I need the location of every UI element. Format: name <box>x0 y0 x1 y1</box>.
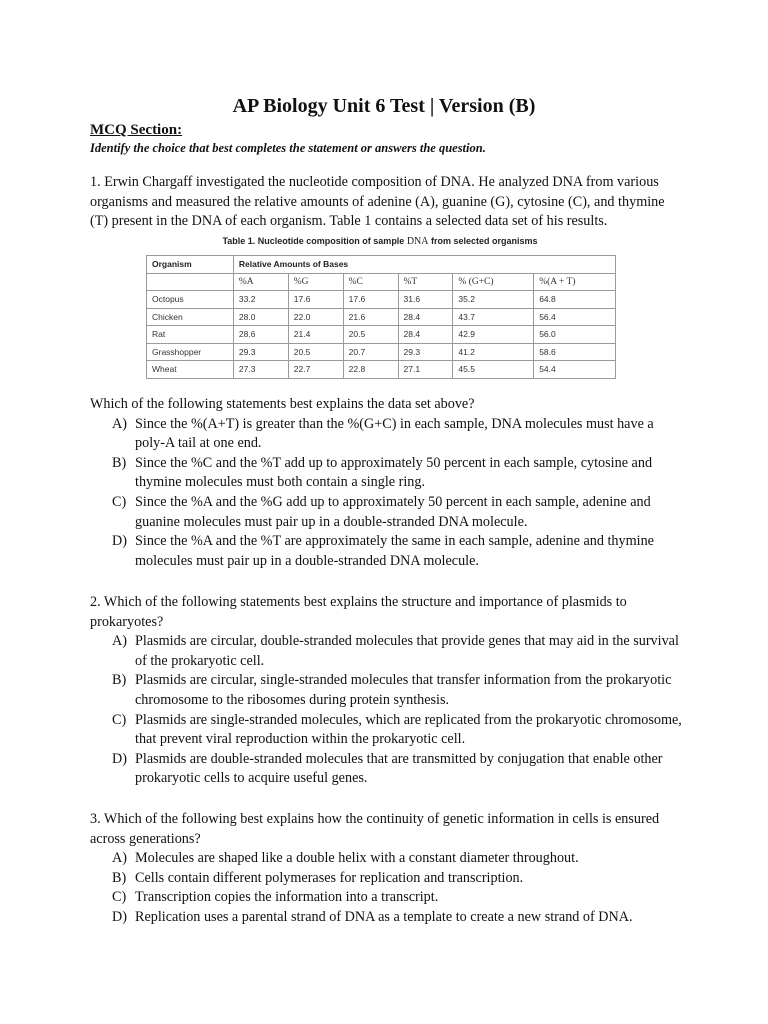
value-cell: 21.6 <box>343 308 398 326</box>
answer-option[interactable] <box>90 415 685 454</box>
value-cell: 20.5 <box>288 343 343 361</box>
value-cell: 31.6 <box>398 291 453 309</box>
option-letter: B) <box>112 454 127 471</box>
option-text: Replication uses a parental strand of DNA as a template to create a new strand of DNA. <box>135 908 633 925</box>
table-row <box>147 326 616 344</box>
value-cell: 27.1 <box>398 361 453 379</box>
table-caption-dna: DNA <box>406 236 429 247</box>
value-cell: 28.6 <box>233 326 288 344</box>
table-caption <box>145 234 615 249</box>
column-header: %C <box>343 273 398 291</box>
option-text: Plasmids are circular, single-stranded molecules that transfer information from the prokaryotic chromosome to the ribosomes during protein synthesis. <box>135 672 672 708</box>
value-cell: 29.3 <box>233 343 288 361</box>
value-cell: 28.0 <box>233 308 288 326</box>
value-cell: 17.6 <box>288 291 343 309</box>
table-row <box>147 343 616 361</box>
option-text: Molecules are shaped like a double helix with a constant diameter throughout. <box>135 850 579 867</box>
table-row <box>147 361 616 379</box>
question-3-stem: 3. Which of the following best explains how the continuity of genetic information in cells is ensured across generations? <box>90 811 660 847</box>
option-text: Plasmids are double-stranded molecules that are transmitted by conjugation that enable other prokaryotic cells to acquire useful genes. <box>135 750 663 787</box>
question-2 <box>90 593 685 789</box>
value-cell: 56.0 <box>534 326 616 344</box>
value-cell: 20.7 <box>343 343 398 361</box>
option-letter: D) <box>112 908 127 925</box>
question-1-intro-text: 1. Erwin Chargaff investigated the nucleotide composition of DNA. He analyzed DNA from various organisms and measured the relative amounts of adenine (A), guanine (G), cytosine (C), and thymine (T) present in the DNA of each organism. Table 1 contains a selected data set of his results. <box>90 174 665 230</box>
nucleotide-table <box>146 255 616 379</box>
value-cell: 22.7 <box>288 361 343 379</box>
option-text: Transcription copies the information into a transcript. <box>135 889 439 906</box>
value-cell: 41.2 <box>453 343 534 361</box>
value-cell: 54.4 <box>534 361 616 379</box>
answer-option[interactable] <box>90 750 685 789</box>
value-cell: 21.4 <box>288 326 343 344</box>
option-letter: D) <box>112 750 127 767</box>
page-title: AP Biology Unit 6 Test | Version (B) <box>232 95 536 117</box>
bases-group-header: Relative Amounts of Bases <box>233 256 615 274</box>
option-text: Plasmids are circular, double-stranded molecules that provide genes that may aid in the survival of the prokaryotic cell. <box>135 633 679 669</box>
option-text: Since the %C and the %T add up to approximately 50 percent in each sample, cytosine and thymine molecules must both contain a single ring. <box>135 454 653 491</box>
value-cell: 28.4 <box>398 308 453 326</box>
option-text: Plasmids are single-stranded molecules, which are replicated from the prokaryotic chromosome, that prevent viral reproduction within the prokaryotic cell. <box>135 711 682 748</box>
question-1 <box>90 395 685 571</box>
answer-option[interactable] <box>90 888 685 908</box>
table-group-header-row <box>147 256 616 274</box>
value-cell: 56.4 <box>534 308 616 326</box>
table-caption-prefix: Table 1. Nucleotide composition of sample <box>222 236 407 246</box>
question-3-options <box>90 849 685 927</box>
column-header: %(A + T) <box>534 273 616 291</box>
section-heading: MCQ Section: <box>90 122 183 138</box>
section-instructions: Identify the choice that best completes the statement or answers the question. <box>90 141 486 155</box>
table-column-header-row <box>147 273 616 291</box>
column-header: %G <box>288 273 343 291</box>
question-1-intro <box>90 173 685 232</box>
answer-option[interactable] <box>90 632 685 671</box>
value-cell: 22.8 <box>343 361 398 379</box>
organism-cell: Rat <box>147 326 234 344</box>
answer-option[interactable] <box>90 869 685 889</box>
option-letter: A) <box>112 633 127 650</box>
table-row <box>147 308 616 326</box>
value-cell: 58.6 <box>534 343 616 361</box>
column-header: %A <box>233 273 288 291</box>
option-letter: B) <box>112 869 127 886</box>
answer-option[interactable] <box>90 532 685 571</box>
table-row <box>147 291 616 309</box>
answer-option[interactable] <box>90 454 685 493</box>
value-cell: 43.7 <box>453 308 534 326</box>
option-text: Since the %(A+T) is greater than the %(G+C) in each sample, DNA molecules must have a poly-A tail at one end. <box>135 415 654 452</box>
option-letter: B) <box>112 672 127 689</box>
table-caption-suffix: from selected organisms <box>428 236 538 246</box>
organism-header: Organism <box>147 256 234 274</box>
column-header: %T <box>398 273 453 291</box>
question-1-options <box>90 415 685 572</box>
option-text: Cells contain different polymerases for replication and transcription. <box>135 869 524 886</box>
organism-cell: Octopus <box>147 291 234 309</box>
option-letter: D) <box>112 533 127 550</box>
option-text: Since the %A and the %G add up to approximately 50 percent in each sample, adenine and guanine molecules must pair up in a double-stranded DNA molecule. <box>135 493 651 530</box>
value-cell: 28.4 <box>398 326 453 344</box>
value-cell: 42.9 <box>453 326 534 344</box>
answer-option[interactable] <box>90 711 685 750</box>
question-1-stem: Which of the following statements best explains the data set above? <box>90 396 475 412</box>
organism-cell: Grasshopper <box>147 343 234 361</box>
option-letter: A) <box>112 415 127 432</box>
blank-header-cell <box>147 273 234 291</box>
answer-option[interactable] <box>90 908 685 928</box>
option-letter: C) <box>112 711 127 728</box>
column-header: % (G+C) <box>453 273 534 291</box>
answer-option[interactable] <box>90 493 685 532</box>
organism-cell: Wheat <box>147 361 234 379</box>
value-cell: 27.3 <box>233 361 288 379</box>
question-3 <box>90 810 685 928</box>
option-text: Since the %A and the %T are approximately the same in each sample, adenine and thymine molecules must pair up in a double-stranded DNA molecule. <box>135 533 654 569</box>
value-cell: 45.5 <box>453 361 534 379</box>
question-2-stem: 2. Which of the following statements best explains the structure and importance of plasmids to prokaryotes? <box>90 594 627 630</box>
value-cell: 20.5 <box>343 326 398 344</box>
value-cell: 33.2 <box>233 291 288 309</box>
value-cell: 29.3 <box>398 343 453 361</box>
question-2-options <box>90 632 685 789</box>
value-cell: 17.6 <box>343 291 398 309</box>
option-letter: C) <box>112 493 127 510</box>
answer-option[interactable] <box>90 849 685 869</box>
value-cell: 22.0 <box>288 308 343 326</box>
answer-option[interactable] <box>90 671 685 710</box>
option-letter: C) <box>112 889 127 906</box>
value-cell: 64.8 <box>534 291 616 309</box>
option-letter: A) <box>112 850 127 867</box>
organism-cell: Chicken <box>147 308 234 326</box>
value-cell: 35.2 <box>453 291 534 309</box>
